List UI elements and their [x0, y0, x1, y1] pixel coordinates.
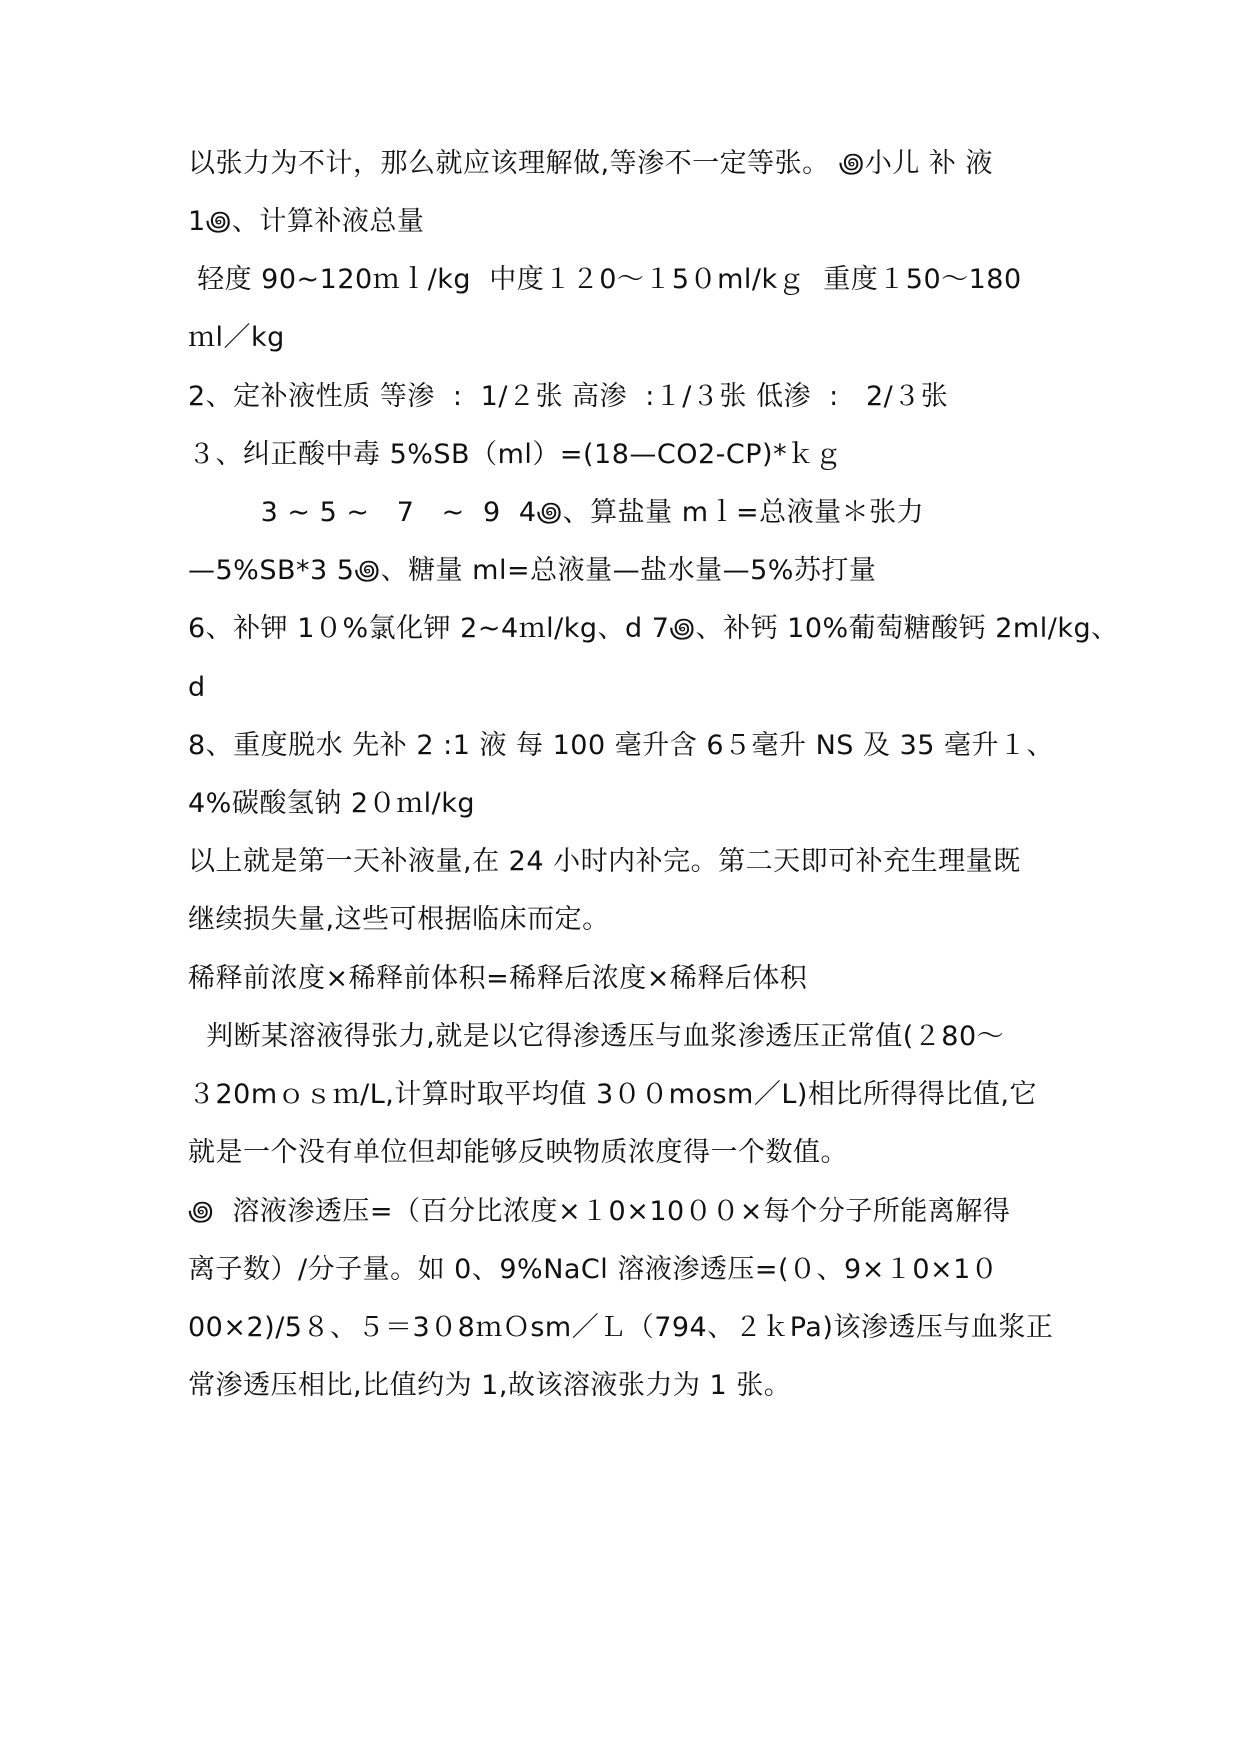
text-line: ３、纠正酸中毒 5%SB（ml）=(18—CO2-CP)*ｋｇ: [188, 439, 843, 470]
text-line: 4%碳酸氢钠 2０ｍl/kg: [188, 788, 475, 819]
text-line: 轻度 90~120ｍｌ/kg 中度１２0～１5０ml/kｇ 重度１50～180: [188, 264, 1022, 295]
text-line: 2、定补液性质 等渗 : 1/２张 高渗 :１/３张 低渗 : 2/３张: [188, 381, 949, 412]
text-line: ３20mｏｓｍ/L,计算时取平均值 3００mosm／L)相比所得得比值,它: [188, 1079, 1037, 1110]
text-line: 常渗透压相比,比值约为 1,故该溶液张力为 1 张。: [188, 1370, 792, 1401]
text-line: 3 ~ 5 ~ 7 ~ 9 4꩜、算盐量 mｌ=总液量＊张力: [188, 497, 925, 528]
text-line: —5%SB*3 5꩜、糖量 ml=总液量—盐水量—5%苏打量: [188, 555, 877, 586]
text-line: 1꩜、计算补液总量: [188, 206, 425, 237]
text-line: 6、补钾 1０%氯化钾 2~4ｍl/kg、d 7꩜、补钙 10%葡萄糖酸钙 2ml/kg、: [188, 613, 1119, 644]
text-line: ꩜ 溶液渗透压=（百分比浓度×１0×10００×每个分子所能离解得: [188, 1196, 1011, 1227]
text-line: 8、重度脱水 先补 2 :1 液 每 100 毫升含 6５毫升 NS 及 35 毫升１、: [188, 730, 1055, 761]
text-line: 以张力为不计，那么就应该理解做,等渗不一定等张。 ꩜小儿 补 液: [188, 148, 993, 179]
text-line: 继续损失量,这些可根据临床而定。: [188, 904, 610, 935]
text-line: 就是一个没有单位但却能够反映物质浓度得一个数值。: [188, 1137, 848, 1168]
text-line: 离子数）/分子量。如 0、9%NaCl 溶液渗透压=(０、9×１0×1０: [188, 1254, 999, 1285]
text-line: d: [188, 672, 206, 703]
text-line: 稀释前浓度×稀释前体积=稀释后浓度×稀释后体积: [188, 963, 808, 994]
text-line: 判断某溶液得张力,就是以它得渗透压与血浆渗透压正常值(２80～: [188, 1021, 1005, 1052]
text-line: 00×2)/5８、５＝3０8ｍＯsm／Ｌ（794、２ｋPa)该渗透压与血浆正: [188, 1312, 1054, 1343]
text-line: 以上就是第一天补液量,在 24 小时内补完。第二天即可补充生理量既: [188, 846, 1021, 877]
text-line: ｍl／kg: [188, 322, 285, 353]
